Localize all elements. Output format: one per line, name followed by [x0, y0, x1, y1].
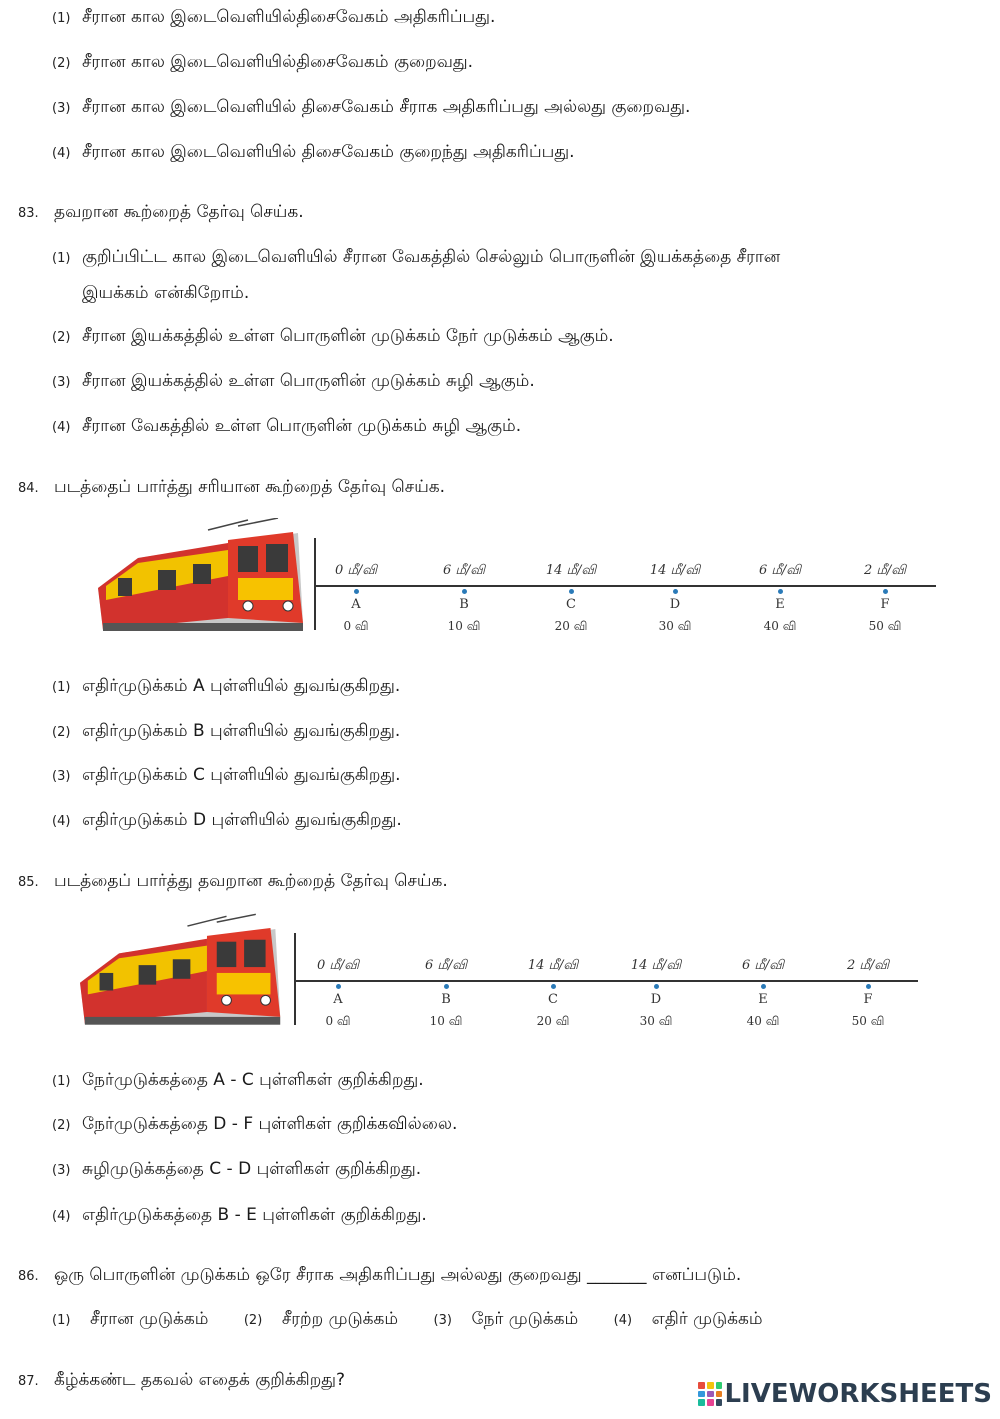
time-label: 50 வி — [868, 619, 902, 633]
question-87 — [18, 1369, 345, 1393]
point-c — [526, 563, 616, 635]
question-number: 84. — [18, 481, 39, 496]
option-number: (4) — [613, 1313, 633, 1328]
option-number: (2) — [52, 330, 71, 345]
option-number: (3) — [433, 1313, 452, 1328]
option-text: சீரான கால இடைவெளியில் திசைவேகம் சீராக அதிகரிப்பது அல்லது குறைவது. — [82, 97, 691, 117]
option-text: சீரற்ற முடுக்கம் — [281, 1309, 399, 1329]
point-e — [718, 958, 808, 1030]
speed-label: 0 மீ/வி — [316, 958, 360, 973]
option-text: எதிர்முடுக்கத்தை B - E புள்ளிகள் குறிக்கிறது. — [82, 1205, 427, 1225]
point-marker — [336, 984, 341, 989]
speed-label: 14 மீ/வி — [630, 958, 682, 973]
speed-label: 6 மீ/வி — [442, 563, 486, 578]
option-text: சீரான கால இடைவெளியில்திசைவேகம் குறைவது. — [82, 52, 474, 72]
point-marker — [462, 589, 467, 594]
speed-label: 6 மீ/வி — [758, 563, 802, 578]
option-number: (1) — [52, 1313, 71, 1328]
q84-option-2[interactable] — [52, 720, 400, 744]
point-f — [823, 958, 913, 1030]
q82-option-2[interactable] — [52, 51, 473, 75]
point-label: B — [459, 597, 469, 612]
option-number: (1) — [52, 11, 71, 26]
option-number: (1) — [52, 1074, 71, 1089]
option-text: சீரான முடுக்கம் — [90, 1309, 209, 1329]
option-text: சீரான கால இடைவெளியில்திசைவேகம் அதிகரிப்பது. — [82, 7, 496, 27]
point-label: C — [566, 597, 576, 612]
speed-label: 2 மீ/வி — [863, 563, 907, 578]
point-marker — [569, 589, 574, 594]
speed-label: 14 மீ/வி — [649, 563, 701, 578]
option-number: (2) — [52, 1118, 71, 1133]
option-number: (1) — [52, 680, 71, 695]
point-marker — [778, 589, 783, 594]
option-number: (3) — [52, 101, 71, 116]
question-text: கீழ்க்கண்ட தகவல் எதைக் குறிக்கிறது? — [54, 1370, 346, 1390]
point-marker — [883, 589, 888, 594]
train-figure-1 — [0, 518, 1000, 658]
point-marker — [444, 984, 449, 989]
option-number: (4) — [52, 814, 71, 829]
q83-option-3[interactable] — [52, 370, 535, 394]
option-text: நேர்முடுக்கத்தை D - F புள்ளிகள் குறிக்கவில்லை. — [82, 1114, 458, 1134]
option-number: (3) — [52, 375, 71, 390]
q86-option-1[interactable] — [52, 1308, 208, 1332]
brand-text: LIVEWORKSHEETS — [724, 1379, 992, 1409]
speed-label: 6 மீ/வி — [424, 958, 468, 973]
question-86 — [18, 1264, 741, 1288]
time-label: 10 வி — [429, 1014, 463, 1028]
option-text: சீரான இயக்கத்தில் உள்ள பொருளின் முடுக்கம் நேர் முடுக்கம் ஆகும். — [82, 326, 614, 346]
option-text: நேர்முடுக்கத்தை A - C புள்ளிகள் குறிக்கிறது. — [82, 1070, 424, 1090]
time-label: 40 வி — [746, 1014, 780, 1028]
point-marker — [551, 984, 556, 989]
point-label: D — [650, 992, 662, 1007]
time-label: 50 வி — [851, 1014, 885, 1028]
question-text: படத்தைப் பார்த்து சரியான கூற்றைத் தேர்வு செய்க. — [54, 477, 446, 497]
point-label: A — [351, 597, 361, 612]
q85-option-1[interactable] — [52, 1069, 424, 1093]
option-number: (2) — [52, 56, 71, 71]
time-label: 10 வி — [447, 619, 481, 633]
point-d — [611, 958, 701, 1030]
option-text: எதிர்முடுக்கம் A புள்ளியில் துவங்குகிறது. — [82, 676, 401, 696]
time-label: 30 வி — [639, 1014, 673, 1028]
point-a — [311, 563, 401, 635]
train-image — [98, 518, 313, 633]
option-number: (3) — [52, 769, 71, 784]
q86-option-3[interactable] — [434, 1308, 579, 1332]
option-number: (4) — [52, 146, 71, 161]
speed-label: 6 மீ/வி — [741, 958, 785, 973]
point-label: E — [758, 992, 768, 1007]
time-label: 0 வி — [325, 1014, 351, 1028]
option-text: சீரான இயக்கத்தில் உள்ள பொருளின் முடுக்கம் சுழி ஆகும். — [82, 371, 535, 391]
option-text: சுழிமுடுக்கத்தை C - D புள்ளிகள் குறிக்கிறது. — [82, 1159, 422, 1179]
option-number: (1) — [52, 251, 71, 266]
liveworksheets-icon — [698, 1382, 722, 1406]
option-text: எதிர் முடுக்கம் — [651, 1309, 763, 1329]
q83-option-2[interactable] — [52, 325, 614, 349]
question-text: படத்தைப் பார்த்து தவறான கூற்றைத் தேர்வு செய்க. — [54, 871, 448, 891]
time-label: 20 வி — [536, 1014, 570, 1028]
time-label: 20 வி — [554, 619, 588, 633]
question-text: ஒரு பொருளின் முடுக்கம் ஒரே சீராக அதிகரிப்பது அல்லது குறைவது _______ எனப்படும். — [54, 1265, 742, 1285]
q85-option-2[interactable] — [52, 1113, 457, 1137]
q84-option-1[interactable] — [52, 675, 400, 699]
speed-label: 0 மீ/வி — [334, 563, 378, 578]
question-83 — [18, 201, 304, 225]
point-c — [508, 958, 598, 1030]
liveworksheets-logo[interactable] — [698, 1379, 992, 1409]
speed-label: 14 மீ/வி — [527, 958, 579, 973]
point-marker — [673, 589, 678, 594]
option-text: எதிர்முடுக்கம் C புள்ளியில் துவங்குகிறது. — [82, 765, 401, 785]
q85-option-3[interactable] — [52, 1158, 421, 1182]
question-84 — [18, 476, 445, 500]
point-label: D — [669, 597, 681, 612]
point-f — [840, 563, 930, 635]
q82-option-3[interactable] — [52, 96, 690, 120]
speed-label: 2 மீ/வி — [846, 958, 890, 973]
q82-option-4[interactable] — [52, 141, 574, 165]
option-number: (4) — [52, 1209, 71, 1224]
point-label: C — [548, 992, 558, 1007]
time-label: 40 வி — [763, 619, 797, 633]
q84-option-4[interactable] — [52, 809, 402, 833]
speed-label: 14 மீ/வி — [545, 563, 597, 578]
point-marker — [866, 984, 871, 989]
q86-option-2[interactable] — [244, 1308, 398, 1332]
point-label: B — [441, 992, 451, 1007]
question-number: 86. — [18, 1269, 39, 1284]
q83-option-1[interactable] — [52, 246, 780, 270]
point-label: E — [775, 597, 785, 612]
question-number: 87. — [18, 1374, 39, 1389]
q83-option-1-continued — [82, 282, 249, 304]
time-label: 30 வி — [658, 619, 692, 633]
option-number: (3) — [52, 1163, 71, 1178]
q86-option-4[interactable] — [614, 1308, 763, 1332]
q84-option-3[interactable] — [52, 764, 401, 788]
point-d — [630, 563, 720, 635]
point-e — [735, 563, 825, 635]
point-label: A — [333, 992, 343, 1007]
q85-option-4[interactable] — [52, 1204, 427, 1228]
option-text: குறிப்பிட்ட கால இடைவெளியில் சீரான வேகத்தில் செல்லும் பொருளின் இயக்கத்தை சீரான — [82, 247, 781, 267]
train-image — [80, 913, 290, 1028]
option-number: (2) — [52, 725, 71, 740]
q83-option-4[interactable] — [52, 415, 521, 439]
q86-options-row — [52, 1308, 793, 1332]
question-85 — [18, 870, 448, 894]
question-number: 83. — [18, 206, 39, 221]
option-text: சீரான வேகத்தில் உள்ள பொருளின் முடுக்கம் சுழி ஆகும். — [82, 416, 522, 436]
point-label: F — [880, 597, 890, 612]
point-b — [401, 958, 491, 1030]
point-a — [293, 958, 383, 1030]
question-text: தவறான கூற்றைத் தேர்வு செய்க. — [54, 202, 304, 222]
point-marker — [761, 984, 766, 989]
point-label: F — [863, 992, 873, 1007]
q82-option-1[interactable] — [52, 6, 495, 30]
option-text: எதிர்முடுக்கம் D புள்ளியில் துவங்குகிறது. — [82, 810, 402, 830]
point-marker — [654, 984, 659, 989]
point-b — [419, 563, 509, 635]
train-figure-2 — [0, 913, 1000, 1053]
option-text-continued: இயக்கம் என்கிறோம். — [82, 283, 250, 303]
option-number: (2) — [243, 1313, 263, 1328]
option-text: எதிர்முடுக்கம் B புள்ளியில் துவங்குகிறது. — [82, 721, 401, 741]
option-number: (4) — [52, 420, 71, 435]
question-number: 85. — [18, 875, 39, 890]
option-text: சீரான கால இடைவெளியில் திசைவேகம் குறைந்து அதிகரிப்பது. — [82, 142, 575, 162]
point-marker — [354, 589, 359, 594]
option-text: நேர் முடுக்கம் — [471, 1309, 579, 1329]
time-label: 0 வி — [343, 619, 369, 633]
